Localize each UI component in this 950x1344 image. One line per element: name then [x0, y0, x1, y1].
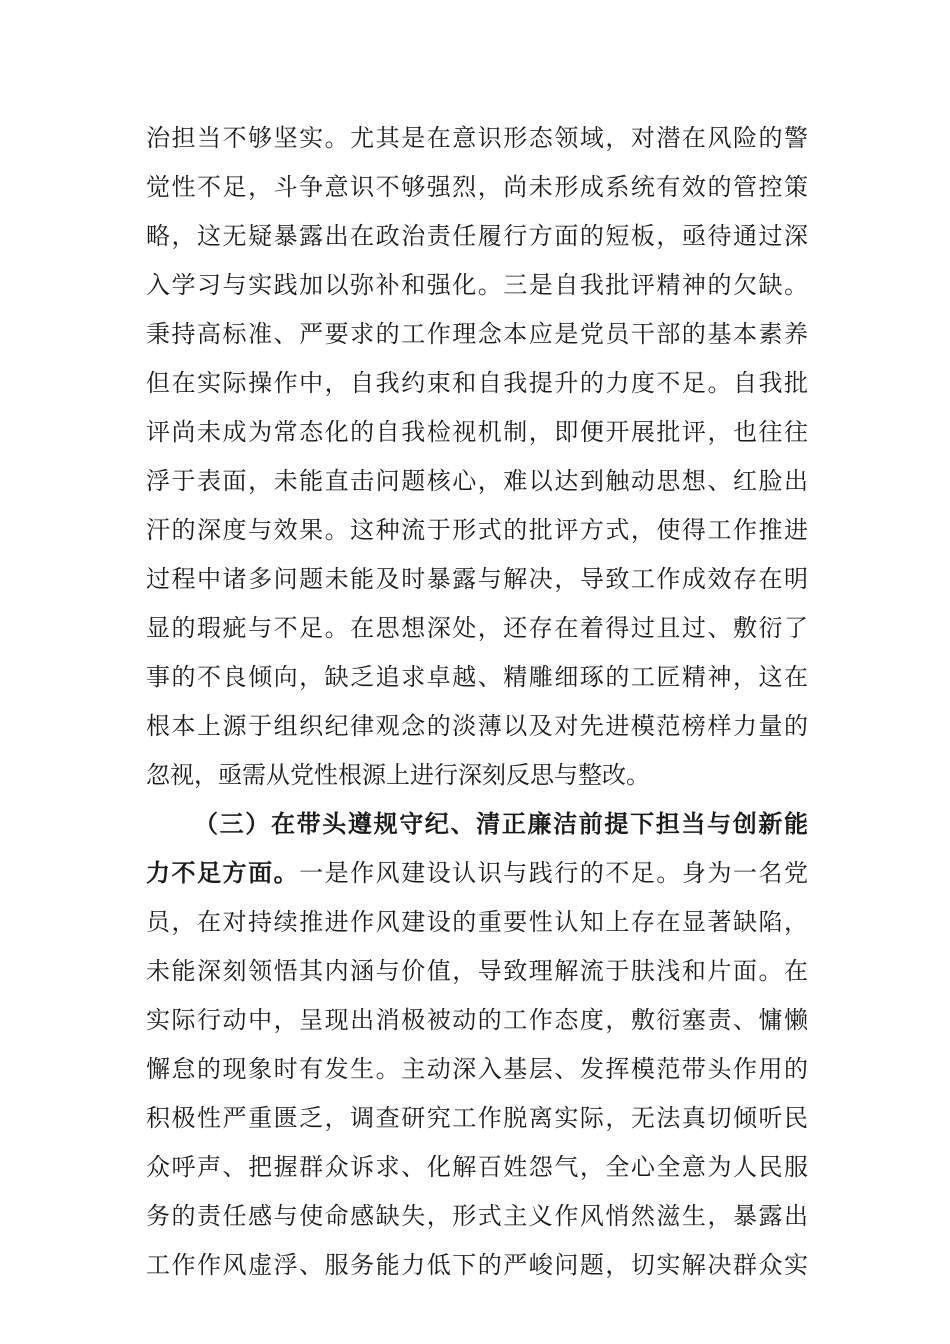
- body-text: 秉持高标准、严要求的工作理念本应是党员干部的基本素养: [146, 320, 808, 348]
- paragraph-line: [146, 510, 808, 550]
- body-text: 觉性不足，斗争意识不够强烈，尚未形成系统有效的管控策: [146, 173, 808, 201]
- paragraph-line: [146, 755, 808, 795]
- body-text: 显的瑕疵与不足。在思想深处，还存在着得过且过、敷衍了: [146, 614, 808, 642]
- paragraph-line: [146, 1147, 808, 1187]
- body-text: 事的不良倾向，缺乏追求卓越、精雕细琢的工匠精神，这在: [146, 663, 808, 691]
- body-text: 懈怠的现象时有发生。主动深入基层、发挥模范带头作用的: [146, 1055, 808, 1083]
- paragraph-line: [146, 1098, 808, 1138]
- body-text: 治担当不够坚实。尤其是在意识形态领域，对潜在风险的警: [146, 124, 808, 152]
- body-text: 一是作风建设认识与践行的不足。身为一名党: [299, 859, 809, 887]
- body-text: 略，这无疑暴露出在政治责任履行方面的短板，亟待通过深: [146, 222, 808, 250]
- paragraph-line: [146, 902, 808, 942]
- paragraph-line: [146, 314, 808, 354]
- paragraph-line: [146, 118, 808, 158]
- body-text: 工作作风虚浮、服务能力低下的严峻问题，切实解决群众实: [146, 1251, 808, 1279]
- paragraph-line: [146, 706, 808, 746]
- body-text: 根本上源于组织纪律观念的淡薄以及对先进模范榜样力量的: [146, 712, 808, 740]
- body-text: 员，在对持续推进作风建设的重要性认知上存在显著缺陷，: [146, 908, 808, 936]
- paragraph-line: [146, 1049, 808, 1089]
- paragraph-line: [146, 265, 808, 305]
- body-text: 入学习与实践加以弥补和强化。三是自我批评精神的欠缺。: [146, 271, 808, 299]
- paragraph-line: [146, 657, 808, 697]
- body-text: 浮于表面，未能直击问题核心，难以达到触动思想、红脸出: [146, 467, 808, 495]
- body-text: 汗的深度与效果。这种流于形式的批评方式，使得工作推进: [146, 516, 808, 544]
- body-text: 忽视，亟需从党性根源上进行深刻反思与整改。: [146, 761, 650, 789]
- body-text: 过程中诸多问题未能及时暴露与解决，导致工作成效存在明: [146, 565, 808, 593]
- paragraph-line: [146, 216, 808, 256]
- paragraph-line: [146, 853, 808, 893]
- body-text: 未能深刻领悟其内涵与价值，导致理解流于肤浅和片面。在: [146, 957, 808, 985]
- bold-text: （三）在带头遵规守纪、清正廉洁前提下担当与创新能: [194, 809, 808, 838]
- paragraph-line: [146, 363, 808, 403]
- section-heading-line: [194, 804, 808, 844]
- paragraph-line: [146, 167, 808, 207]
- paragraph-line: [146, 1196, 808, 1236]
- paragraph-line: [146, 608, 808, 648]
- body-text: 务的责任感与使命感缺失，形式主义作风悄然滋生，暴露出: [146, 1202, 808, 1230]
- paragraph-line: [146, 1000, 808, 1040]
- paragraph-line: [146, 461, 808, 501]
- body-text: 但在实际操作中，自我约束和自我提升的力度不足。自我批: [146, 369, 808, 397]
- body-text: 积极性严重匮乏，调查研究工作脱离实际，无法真切倾听民: [146, 1104, 808, 1132]
- paragraph-line: [146, 412, 808, 452]
- paragraph-line: [146, 559, 808, 599]
- body-text: 评尚未成为常态化的自我检视机制，即便开展批评，也往往: [146, 418, 808, 446]
- body-text: 众呼声、把握群众诉求、化解百姓怨气，全心全意为人民服: [146, 1153, 808, 1181]
- body-text: 实际行动中，呈现出消极被动的工作态度，敷衍塞责、慵懒: [146, 1006, 808, 1034]
- paragraph-line: [146, 1245, 808, 1285]
- bold-text: 力不足方面。: [146, 858, 300, 887]
- paragraph-line: [146, 951, 808, 991]
